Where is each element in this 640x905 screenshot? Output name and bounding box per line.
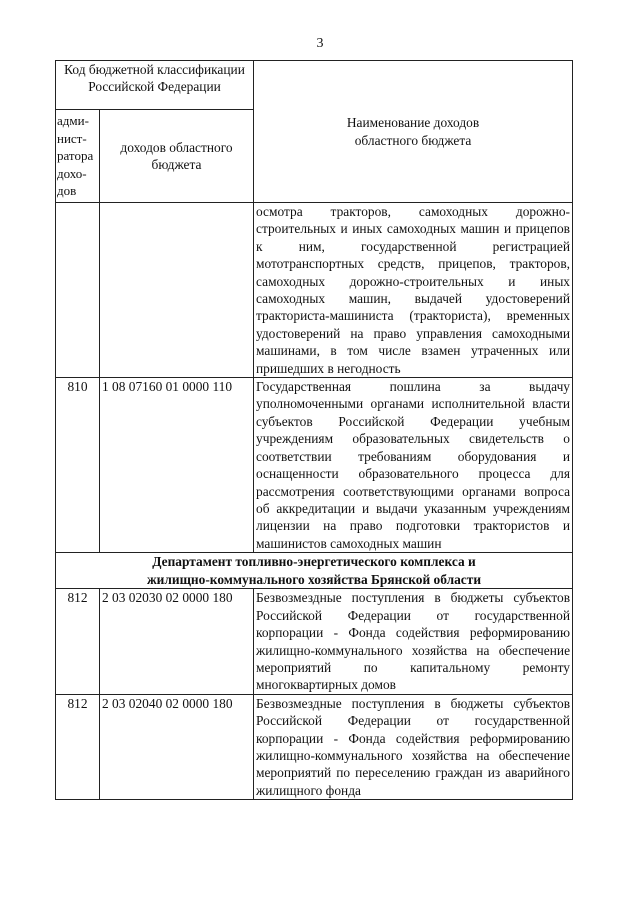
budget-income-table (55, 60, 573, 800)
income-column-header (100, 110, 254, 203)
admin-code-cell (56, 203, 100, 378)
table-row (56, 378, 573, 553)
table-row (56, 589, 573, 694)
table-header-row-1 (56, 61, 573, 110)
budget-code-cell: 1 08 07160 01 0000 110 (100, 378, 254, 553)
budget-code-cell: 2 03 02030 02 0000 180 (100, 589, 254, 694)
income-column-header-text: доходов областного бюджета (120, 139, 233, 172)
name-column-header (254, 61, 573, 203)
name-column-header-text: Наименование доходов областного бюджета (346, 115, 480, 148)
admin-code-cell: 812 (56, 589, 100, 694)
department-row (56, 553, 573, 589)
income-name-cell: осмотра тракторов, самоходных дорожно-строительных и иных самоходных машин и прицепов к ним, государственной регистрацией мототранспортных средств, прицепов, тракторов, самоходных дорожно-строительных и иных самоходных машин, выдачей удостоверений тракториста-машиниста (тракториста), временных удостоверений на право управления самоходными машинами, в том числе взамен утраченных или пришедших в негодность (254, 203, 573, 378)
admin-code-cell: 812 (56, 694, 100, 799)
income-name-cell: Безвозмездные поступления в бюджеты субъектов Российской Федерации от государственной корпорации - Фонда содействия реформированию жилищно-коммунального хозяйства на обеспечение мероприятий по капитальному ремонту многоквартирных домов (254, 589, 573, 694)
income-name-cell: Государственная пошлина за выдачу уполномоченными органами исполнительной власти субъектов Российской Федерации учебным учреждениям образовательных свидетельств о соответствии требованиям оборудования и оснащенности образовательного процесса для рассмотрения соответствующими органами вопроса об аккредитации и выдачи указанным учреждениям лицензии на право подготовки трактористов и машинистов самоходных машин (254, 378, 573, 553)
budget-code-cell: 2 03 02040 02 0000 180 (100, 694, 254, 799)
budget-code-cell (100, 203, 254, 378)
admin-column-header: адми-нист-ратора дохо-дов (56, 110, 100, 203)
department-title-text: Департамент топливно-энергетического комплекса и жилищно-коммунального хозяйства Брянской области (146, 554, 482, 587)
department-title (56, 553, 573, 589)
table-row (56, 694, 573, 799)
table-row (56, 203, 573, 378)
admin-code-cell: 810 (56, 378, 100, 553)
income-name-cell: Безвозмездные поступления в бюджеты субъектов Российской Федерации от государственной корпорации - Фонда содействия реформированию жилищно-коммунального хозяйства на обеспечение мероприятий по переселению граждан из аварийного жилищного фонда (254, 694, 573, 799)
kbk-group-header: Код бюджетной классификации Российской Федерации (56, 61, 254, 110)
page-number: 3 (316, 36, 324, 51)
